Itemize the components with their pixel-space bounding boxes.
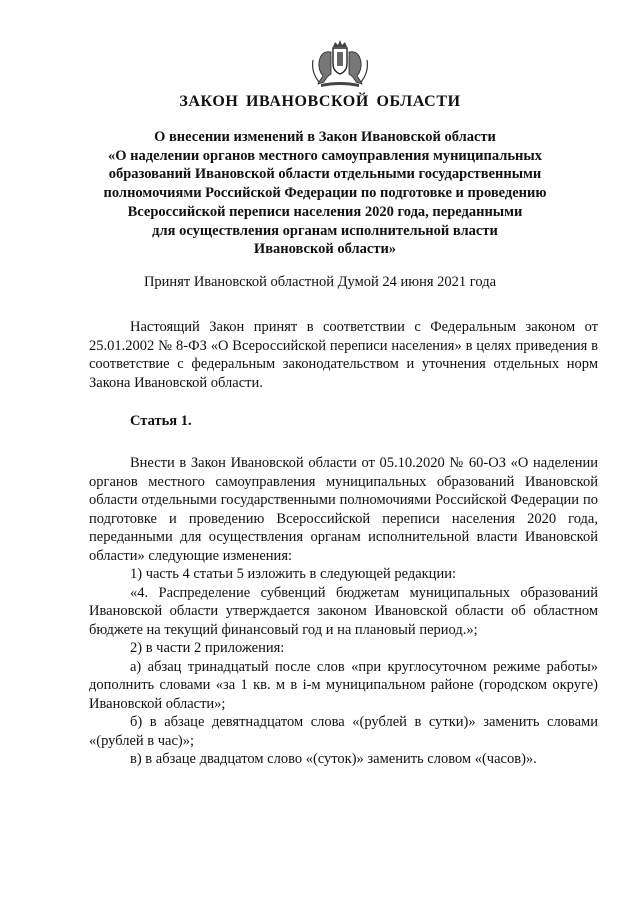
subtitle-line: образований Ивановской области отдельными государственными <box>108 166 542 183</box>
subtitle-line: О внесении изменений в Закон Ивановской области <box>154 129 496 145</box>
article-paragraph: б) в абзаце девятнадцатом слова «(рублей в сутки)» заменить словами «(рублей в час)»; <box>89 714 598 749</box>
subtitle-line: полномочиями Российской Федерации по подготовке и проведению <box>103 185 547 202</box>
subtitle-line: «О наделении органов местного самоуправления муниципальных <box>108 147 542 164</box>
law-title: ЗАКОН ИВАНОВСКОЙ ОБЛАСТИ <box>179 93 461 110</box>
subtitle-line: Ивановской области» <box>253 241 397 258</box>
article-paragraph: «4. Распределение субвенций бюджетам муниципальных образований Ивановской области утверждается законом Ивановской области об областном бюджете на текущий финансовый год и на плановый период.»; <box>89 584 598 638</box>
article-paragraph: Внести в Закон Ивановской области от 05.10.2020 № 60-ОЗ «О наделении органов местного самоуправления муниципальных образований Ивановской области отдельными государственными полномочиями Российской Федерации по подготовке и проведению Всероссийской переписи населения 2020 года, переданными для осуществления органам исполнительной власти Ивановской области» следующие изменения: <box>89 455 598 564</box>
subtitle-line: для осуществления органам исполнительной власти <box>152 222 498 239</box>
article-title: Статья 1. <box>130 413 192 429</box>
intro-section <box>89 318 598 392</box>
article-paragraph: 1) часть 4 статьи 5 изложить в следующей редакции: <box>130 566 456 582</box>
article-body <box>89 454 598 769</box>
article-paragraph: 2) в части 2 приложения: <box>130 640 285 656</box>
article-paragraph: а) абзац тринадцатый после слов «при круглосуточном режиме работы» дополнить словами «за 1 кв. м в i-м муниципальном районе (городском округе) Ивановской области»; <box>89 658 598 712</box>
intro-paragraph: Настоящий Закон принят в соответствии с Федеральным законом от 25.01.2002 № 8-ФЗ «О Всероссийской переписи населения» в целях приведения в соответствие с федеральным законодательством и уточнения отдельных норм Закона Ивановской области. <box>89 319 598 391</box>
adoption-note: Принят Ивановской областной Думой 24 июня 2021 года <box>143 274 497 290</box>
article-paragraph: в) в абзаце двадцатом слово «(суток)» заменить словом «(часов)». <box>130 751 537 767</box>
law-subtitle <box>100 128 550 259</box>
subtitle-line: Всероссийской переписи населения 2020 года, переданными <box>127 203 523 220</box>
coat-of-arms-icon <box>309 40 371 88</box>
